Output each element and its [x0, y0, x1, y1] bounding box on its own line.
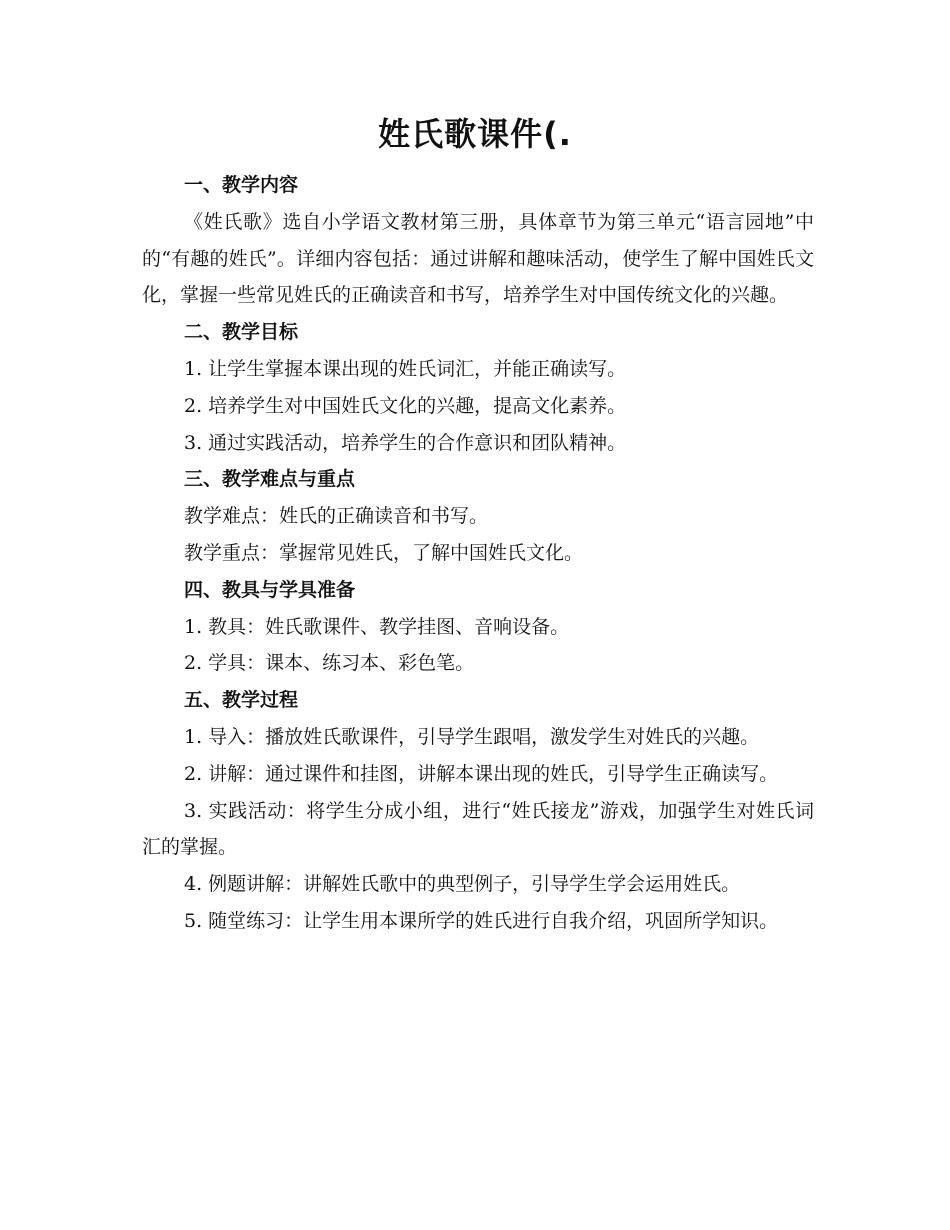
section-heading-materials: 四、教具与学具准备 [184, 578, 356, 601]
list-item: 教学重点：掌握常见姓氏，了解中国姓氏文化。 [184, 541, 584, 564]
document-body [142, 167, 814, 940]
list-item: 3. 通过实践活动，培养学生的合作意识和团队精神。 [184, 431, 627, 454]
process-step: 4. 例题讲解：讲解姓氏歌中的典型例子，引导学生学会运用姓氏。 [184, 873, 741, 896]
list-item: 1. 让学生掌握本课出现的姓氏词汇，并能正确读写。 [184, 357, 627, 380]
process-step: 3. 实践活动：将学生分成小组，进行“姓氏接龙”游戏，加强学生对姓氏词汇的掌握。 [142, 799, 814, 859]
section-heading-difficulties: 三、教学难点与重点 [184, 468, 356, 491]
section-heading-objectives: 二、教学目标 [184, 321, 299, 344]
process-step: 1. 导入：播放姓氏歌课件，引导学生跟唱，激发学生对姓氏的兴趣。 [184, 725, 760, 748]
section-heading-process: 五、教学过程 [184, 689, 299, 712]
list-item: 2. 培养学生对中国姓氏文化的兴趣，提高文化素养。 [184, 394, 627, 417]
document-title: 姓氏歌课件(. [378, 115, 572, 153]
list-item: 1. 教具：姓氏歌课件、教学挂图、音响设备。 [184, 615, 570, 638]
section-paragraph: 《姓氏歌》选自小学语文教材第三册，具体章节为第三单元“语言园地”中的“有趣的姓氏”。详细内容包括：通过讲解和趣味活动，使学生了解中国姓氏文化，掌握一些常见姓氏的正确读音和书写，培养学生对中国传统文化的兴趣。 [142, 210, 814, 307]
process-step: 5. 随堂练习：让学生用本课所学的姓氏进行自我介绍，巩固所学知识。 [184, 909, 779, 932]
list-item: 教学难点：姓氏的正确读音和书写。 [184, 505, 489, 528]
section-heading-content: 一、教学内容 [184, 174, 299, 196]
process-step: 2. 讲解：通过课件和挂图，讲解本课出现的姓氏，引导学生正确读写。 [184, 762, 779, 785]
list-item: 2. 学具：课本、练习本、彩色笔。 [184, 652, 475, 675]
